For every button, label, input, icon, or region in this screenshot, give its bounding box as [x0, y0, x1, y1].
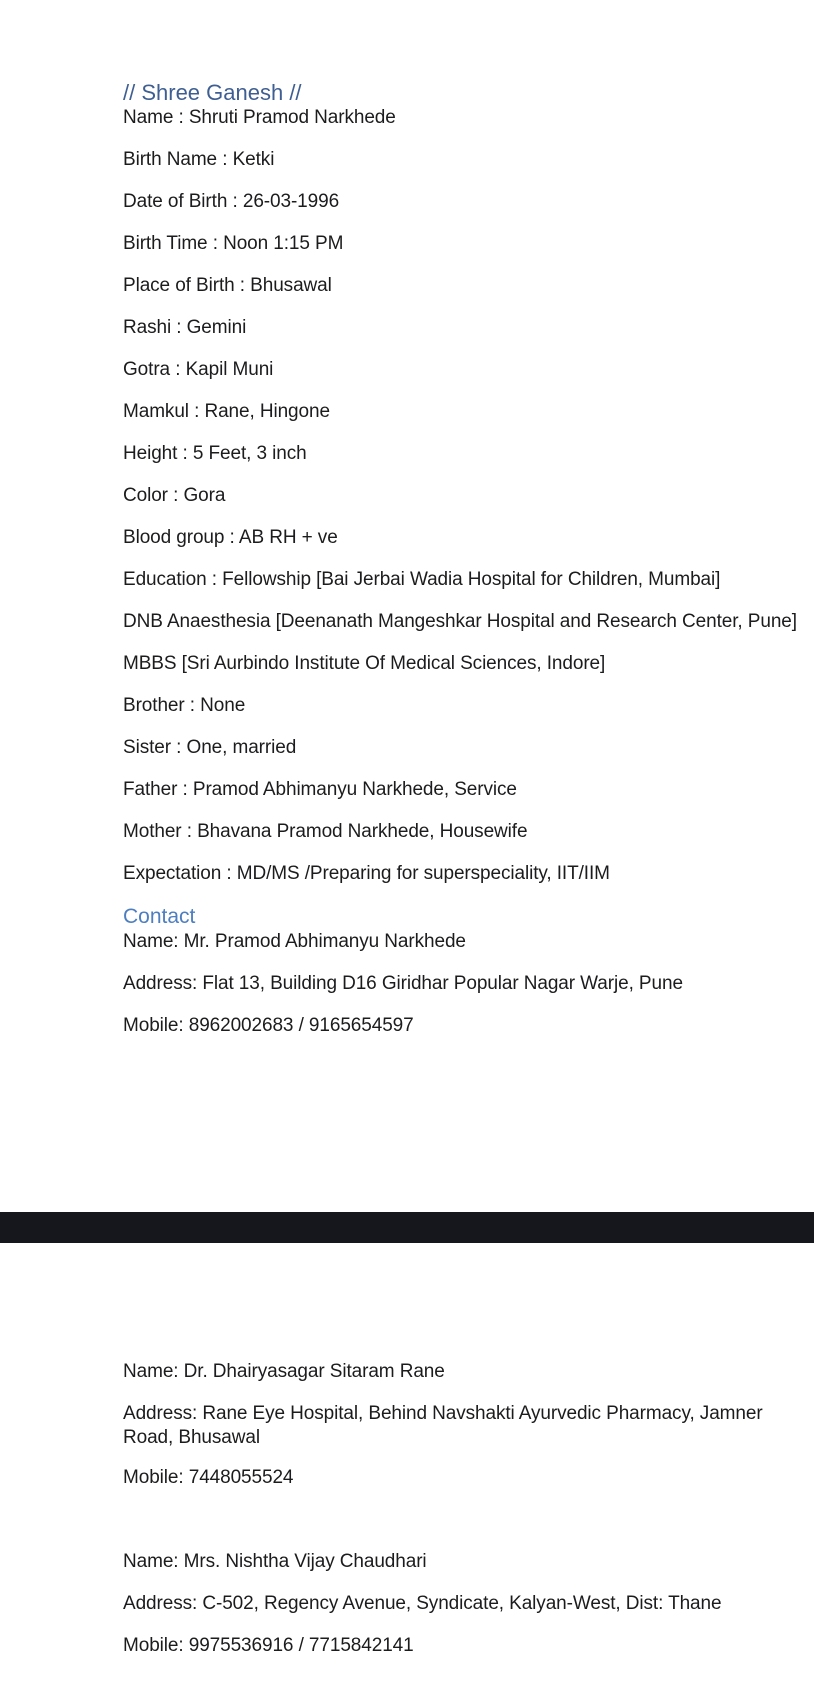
- field-value: 26-03-1996: [242, 191, 340, 212]
- field-label: Mamkul: [123, 401, 189, 422]
- field-expectation: Expectation : MD/MS /Preparing for superspeciality, IIT/IIM: [123, 863, 610, 884]
- field-value: Ketki: [232, 149, 275, 170]
- field-date-of-birth: Date of Birth : 26-03-1996: [123, 191, 340, 212]
- field-mother: Mother : Bhavana Pramod Narkhede, Housewife: [123, 821, 528, 842]
- field-birth-time: Birth Time : Noon 1:15 PM: [123, 233, 344, 254]
- contact-name: Name: Mrs. Nishtha Vijay Chaudhari: [123, 1551, 427, 1572]
- field-place-of-birth: Place of Birth : Bhusawal: [123, 275, 332, 296]
- additional-contacts-section: [123, 1360, 814, 1676]
- field-mamkul: Mamkul : Rane, Hingone: [123, 401, 330, 422]
- field-label: Birth Name: [123, 149, 218, 170]
- page-divider: [0, 1212, 814, 1243]
- field-birth-name: Birth Name : Ketki: [123, 149, 275, 170]
- contact-address: Address: Rane Eye Hospital, Behind Navshakti Ayurvedic Pharmacy, Jamner Road, Bhusawal: [123, 1403, 763, 1448]
- field-height: Height : 5 Feet, 3 inch: [123, 443, 307, 464]
- field-value: 5 Feet, 3 inch: [192, 443, 307, 464]
- field-value: Noon 1:15 PM: [223, 233, 344, 254]
- field-label: Gotra: [123, 359, 171, 380]
- field-gotra: Gotra : Kapil Muni: [123, 359, 274, 380]
- field-rashi: Rashi : Gemini: [123, 317, 247, 338]
- field-name: Name : Shruti Pramod Narkhede: [123, 107, 396, 128]
- contact-name: Name: Mr. Pramod Abhimanyu Narkhede: [123, 931, 466, 952]
- field-label: Brother: [123, 695, 185, 716]
- field-label: Color: [123, 485, 168, 506]
- field-value: AB RH + ve: [238, 527, 338, 548]
- document-title: // Shree Ganesh //: [123, 80, 302, 105]
- field-value: Gemini: [186, 317, 247, 338]
- field-blood-group: Blood group : AB RH + ve: [123, 527, 338, 548]
- field-value: Pramod Abhimanyu Narkhede, Service: [192, 779, 517, 800]
- field-value: Kapil Muni: [185, 359, 274, 380]
- field-label: Height: [123, 443, 178, 464]
- field-label: Expectation: [123, 863, 222, 884]
- field-value: Bhavana Pramod Narkhede, Housewife: [197, 821, 528, 842]
- contact-mobile: Mobile: 8962002683 / 9165654597: [123, 1015, 414, 1036]
- field-label: Blood group: [123, 527, 225, 548]
- field-label: Father: [123, 779, 178, 800]
- contact-mobile: Mobile: 7448055524: [123, 1467, 294, 1488]
- field-education: Education : Fellowship [Bai Jerbai Wadia Hospital for Children, Mumbai]: [123, 569, 721, 590]
- field-sister: Sister : One, married: [123, 737, 297, 758]
- field-father: Father : Pramod Abhimanyu Narkhede, Service: [123, 779, 517, 800]
- field-label: Date of Birth: [123, 191, 228, 212]
- contact-address: Address: Flat 13, Building D16 Giridhar Popular Nagar Warje, Pune: [123, 973, 683, 994]
- field-value: None: [200, 695, 246, 716]
- field-value: Rane, Hingone: [204, 401, 330, 422]
- contact-heading: Contact: [123, 905, 196, 928]
- field-label: Place of Birth: [123, 275, 235, 296]
- contact-address: Address: C-502, Regency Avenue, Syndicate, Kalyan-West, Dist: Thane: [123, 1593, 722, 1614]
- education-line: MBBS [Sri Aurbindo Institute Of Medical Sciences, Indore]: [123, 653, 606, 674]
- field-label: Name: [123, 107, 174, 128]
- field-value: Gora: [183, 485, 226, 506]
- biodata-section: [123, 80, 814, 1056]
- contact-name: Name: Dr. Dhairyasagar Sitaram Rane: [123, 1361, 445, 1382]
- field-value: MD/MS /Preparing for superspeciality, IIT/IIM: [236, 863, 610, 884]
- spacer: [123, 1508, 814, 1550]
- field-label: Rashi: [123, 317, 172, 338]
- field-label: Birth Time: [123, 233, 208, 254]
- field-label: Education: [123, 569, 207, 590]
- contact-mobile: Mobile: 9975536916 / 7715842141: [123, 1635, 414, 1656]
- field-brother: Brother : None: [123, 695, 246, 716]
- field-value: Shruti Pramod Narkhede: [188, 107, 396, 128]
- field-color: Color : Gora: [123, 485, 226, 506]
- field-value: Bhusawal: [250, 275, 332, 296]
- field-label: Mother: [123, 821, 182, 842]
- field-label: Sister: [123, 737, 171, 758]
- education-line: DNB Anaesthesia [Deenanath Mangeshkar Hospital and Research Center, Pune]: [123, 611, 797, 632]
- field-value: One, married: [186, 737, 297, 758]
- education-line: Fellowship [Bai Jerbai Wadia Hospital for Children, Mumbai]: [222, 569, 721, 590]
